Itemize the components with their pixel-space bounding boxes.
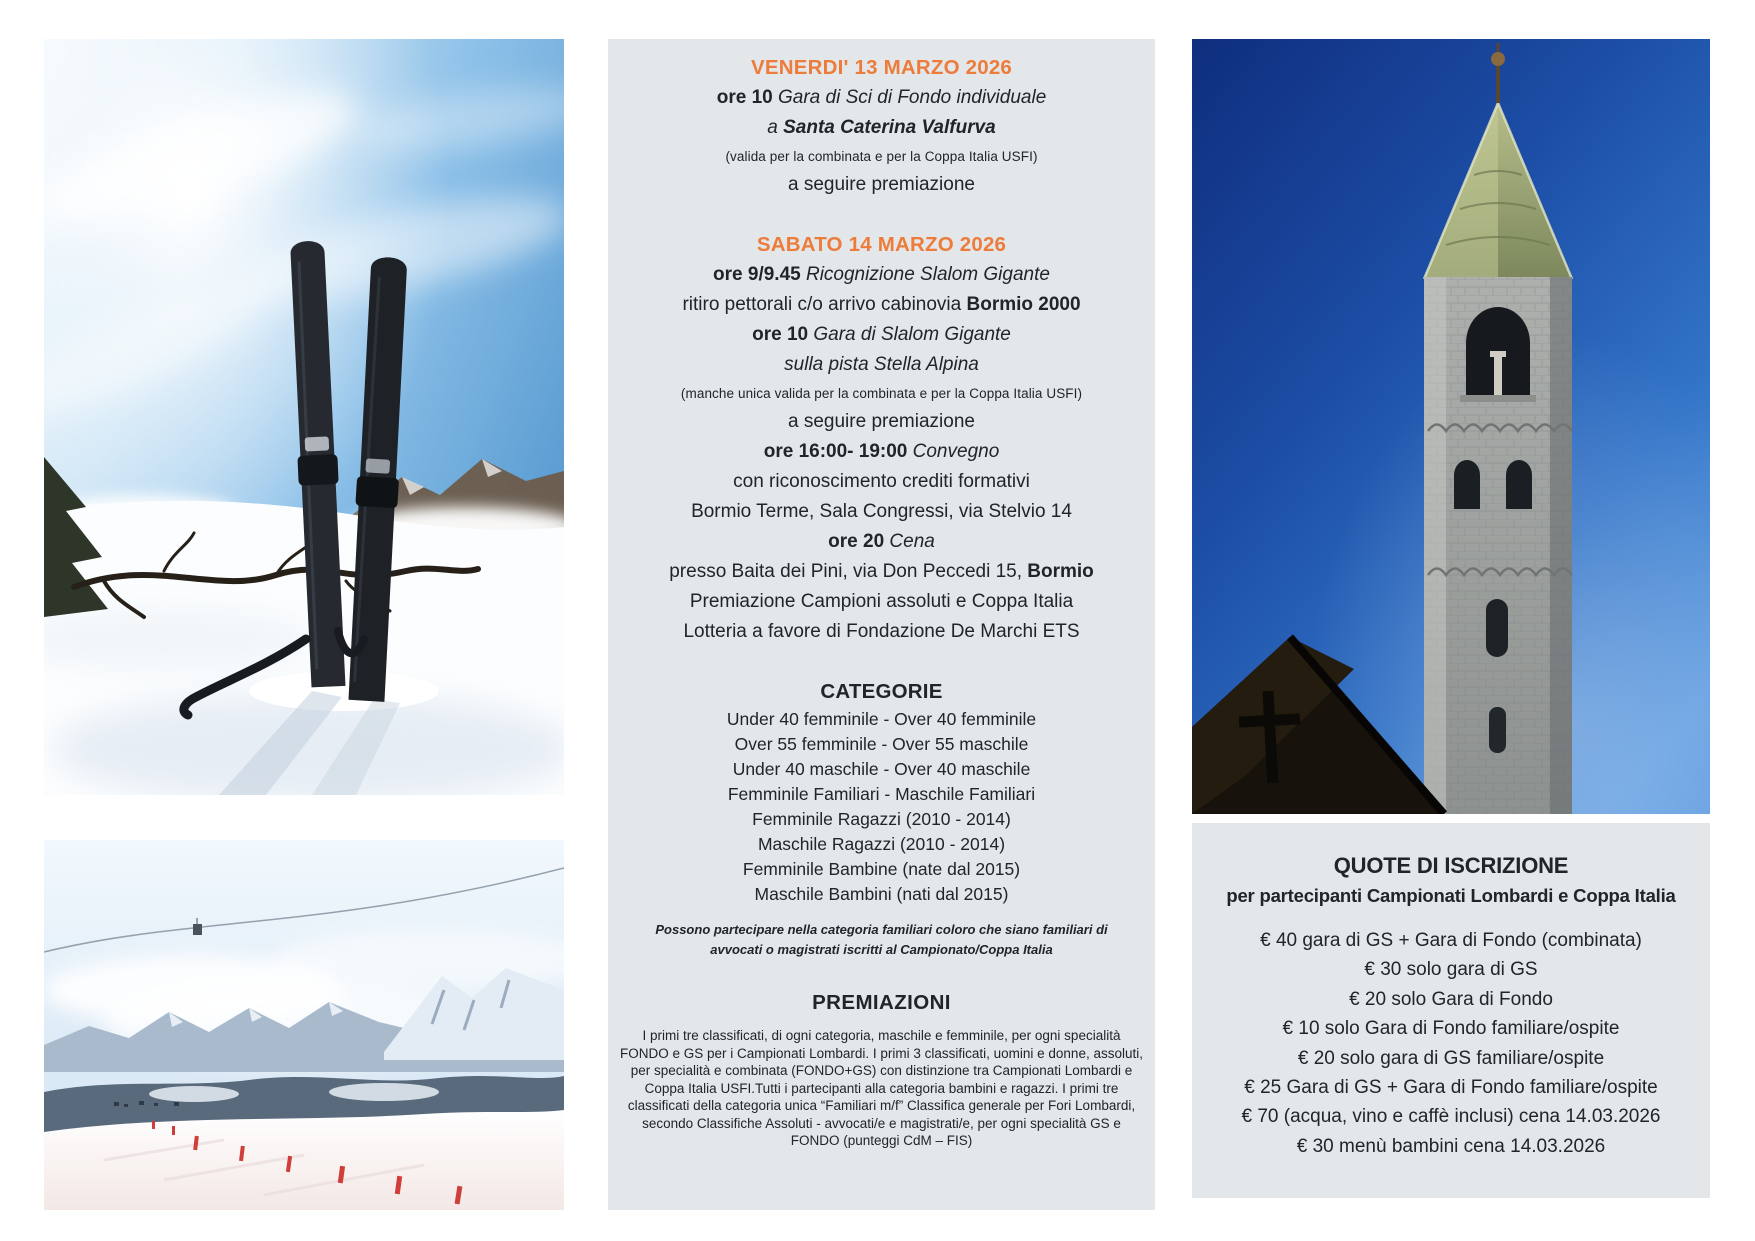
category-line: Under 40 femminile - Over 40 femminile [726, 709, 1037, 729]
friday-section [620, 53, 1143, 200]
ski-slope [44, 1110, 564, 1210]
category-line: Maschile Ragazzi (2010 - 2014) [757, 834, 1006, 854]
familiari-note: Possono partecipare nella categoria familiari coloro che siano familiari di avvocati o magistrati iscritti al Campionato/Coppa Italia [655, 922, 1108, 957]
slit-window [1486, 599, 1508, 657]
event-line: (valida per la combinata e per la Coppa Italia USFI) [725, 149, 1038, 164]
event-line: con riconoscimento crediti formativi [733, 471, 1030, 492]
fee-list [1202, 926, 1700, 1161]
event-line: a Santa Caterina Valfurva [767, 117, 996, 138]
awards-paragraph: I primi tre classificati, di ogni categoria, maschile e femminile, per ogni specialità FONDO e GS per i Campionati Lombardi. I primi 3 classificati, uomini e donne, assoluti, per specialità e combinata (FONDO+GS) con distinzione tra Campionati Lombardi e Coppa Italia USFI.Tutti i partecipanti alla categoria bambini e ragazzi. I primi tre classificati della categoria unica “Familiari m/f” Classifica generale per Fori Lombardi, secondo Classifiche Assoluti - avvocati/e e magistrati/e, per ogni specialità GS e FONDO (punteggi CdM – FIS) [620, 1028, 1143, 1148]
event-line: a seguire premiazione [788, 174, 975, 195]
category-line: Under 40 maschile - Over 40 maschile [732, 759, 1031, 779]
fee-line: € 25 Gara di GS + Gara di Fondo familiare/ospite [1244, 1077, 1658, 1099]
category-line: Over 55 femminile - Over 55 maschile [734, 734, 1029, 754]
event-line: ore 10 Gara di Slalom Gigante [752, 324, 1011, 345]
categories-heading: CATEGORIE [820, 680, 943, 703]
friday-heading: VENERDI' 13 MARZO 2026 [750, 56, 1013, 79]
fee-line: € 30 menù bambini cena 14.03.2026 [1296, 1135, 1606, 1157]
fees-panel [1192, 823, 1710, 1198]
fee-line: € 70 (acqua, vino e caffè inclusi) cena 14.03.2026 [1241, 1106, 1661, 1128]
event-line: sulla pista Stella Alpina [784, 354, 979, 375]
slope-photo [44, 840, 564, 1210]
categories-section [620, 677, 1143, 907]
fee-line: € 30 solo gara di GS [1364, 959, 1538, 981]
fee-line: € 40 gara di GS + Gara di Fondo (combinata) [1260, 930, 1642, 951]
fee-line: € 20 solo Gara di Fondo [1349, 988, 1553, 1010]
fees-subtitle: per partecipanti Campionati Lombardi e Coppa Italia [1226, 885, 1676, 906]
event-line: Lotteria a favore di Fondazione De Marchi ETS [683, 621, 1080, 642]
event-line: presso Baita dei Pini, via Don Peccedi 15, Bormio [669, 561, 1094, 582]
category-line: Femminile Ragazzi (2010 - 2014) [752, 809, 1011, 829]
fees-title: QUOTE DI ISCRIZIONE [1333, 853, 1569, 878]
awards-section [620, 988, 1143, 1150]
fee-line: € 10 solo Gara di Fondo familiare/ospite [1282, 1018, 1620, 1040]
event-line: ore 9/9.45 Ricognizione Slalom Gigante [713, 264, 1050, 285]
event-line: (manche unica valida per la combinata e per la Coppa Italia USFI) [680, 386, 1083, 401]
saturday-section [620, 230, 1143, 647]
cable-car-cabin [193, 924, 202, 935]
event-line: Bormio Terme, Sala Congressi, via Stelvio 14 [691, 501, 1072, 522]
saturday-heading: SABATO 14 MARZO 2026 [756, 233, 1007, 256]
skis-illustration [44, 39, 564, 795]
event-line: ritiro pettorali c/o arrivo cabinovia Bormio 2000 [682, 294, 1081, 315]
twin-window-left [1454, 460, 1480, 509]
skis-photo [44, 39, 564, 795]
event-line: ore 10 Gara di Sci di Fondo individuale [716, 87, 1047, 108]
bell-tower-photo [1192, 39, 1710, 814]
bell-tower-illustration [1192, 39, 1710, 814]
event-line: a seguire premiazione [788, 411, 975, 432]
fee-line: € 20 solo gara di GS familiare/ospite [1297, 1047, 1605, 1069]
twin-window-right [1506, 460, 1532, 509]
bell-tower-body [1424, 277, 1572, 814]
slope-illustration [44, 840, 564, 1210]
event-line: ore 16:00- 19:00 Convegno [763, 441, 1000, 462]
event-line: Premiazione Campioni assoluti e Coppa Italia [689, 591, 1074, 612]
category-line: Maschile Bambini (nati dal 2015) [754, 884, 1009, 904]
program-panel [608, 39, 1155, 1210]
category-line: Femminile Familiari - Maschile Familiari [727, 784, 1036, 804]
finial-ball [1491, 52, 1505, 66]
category-line: Femminile Bambine (nate dal 2015) [742, 859, 1021, 879]
event-line: ore 20 Cena [828, 531, 935, 552]
awards-heading: PREMIAZIONI [812, 991, 951, 1014]
